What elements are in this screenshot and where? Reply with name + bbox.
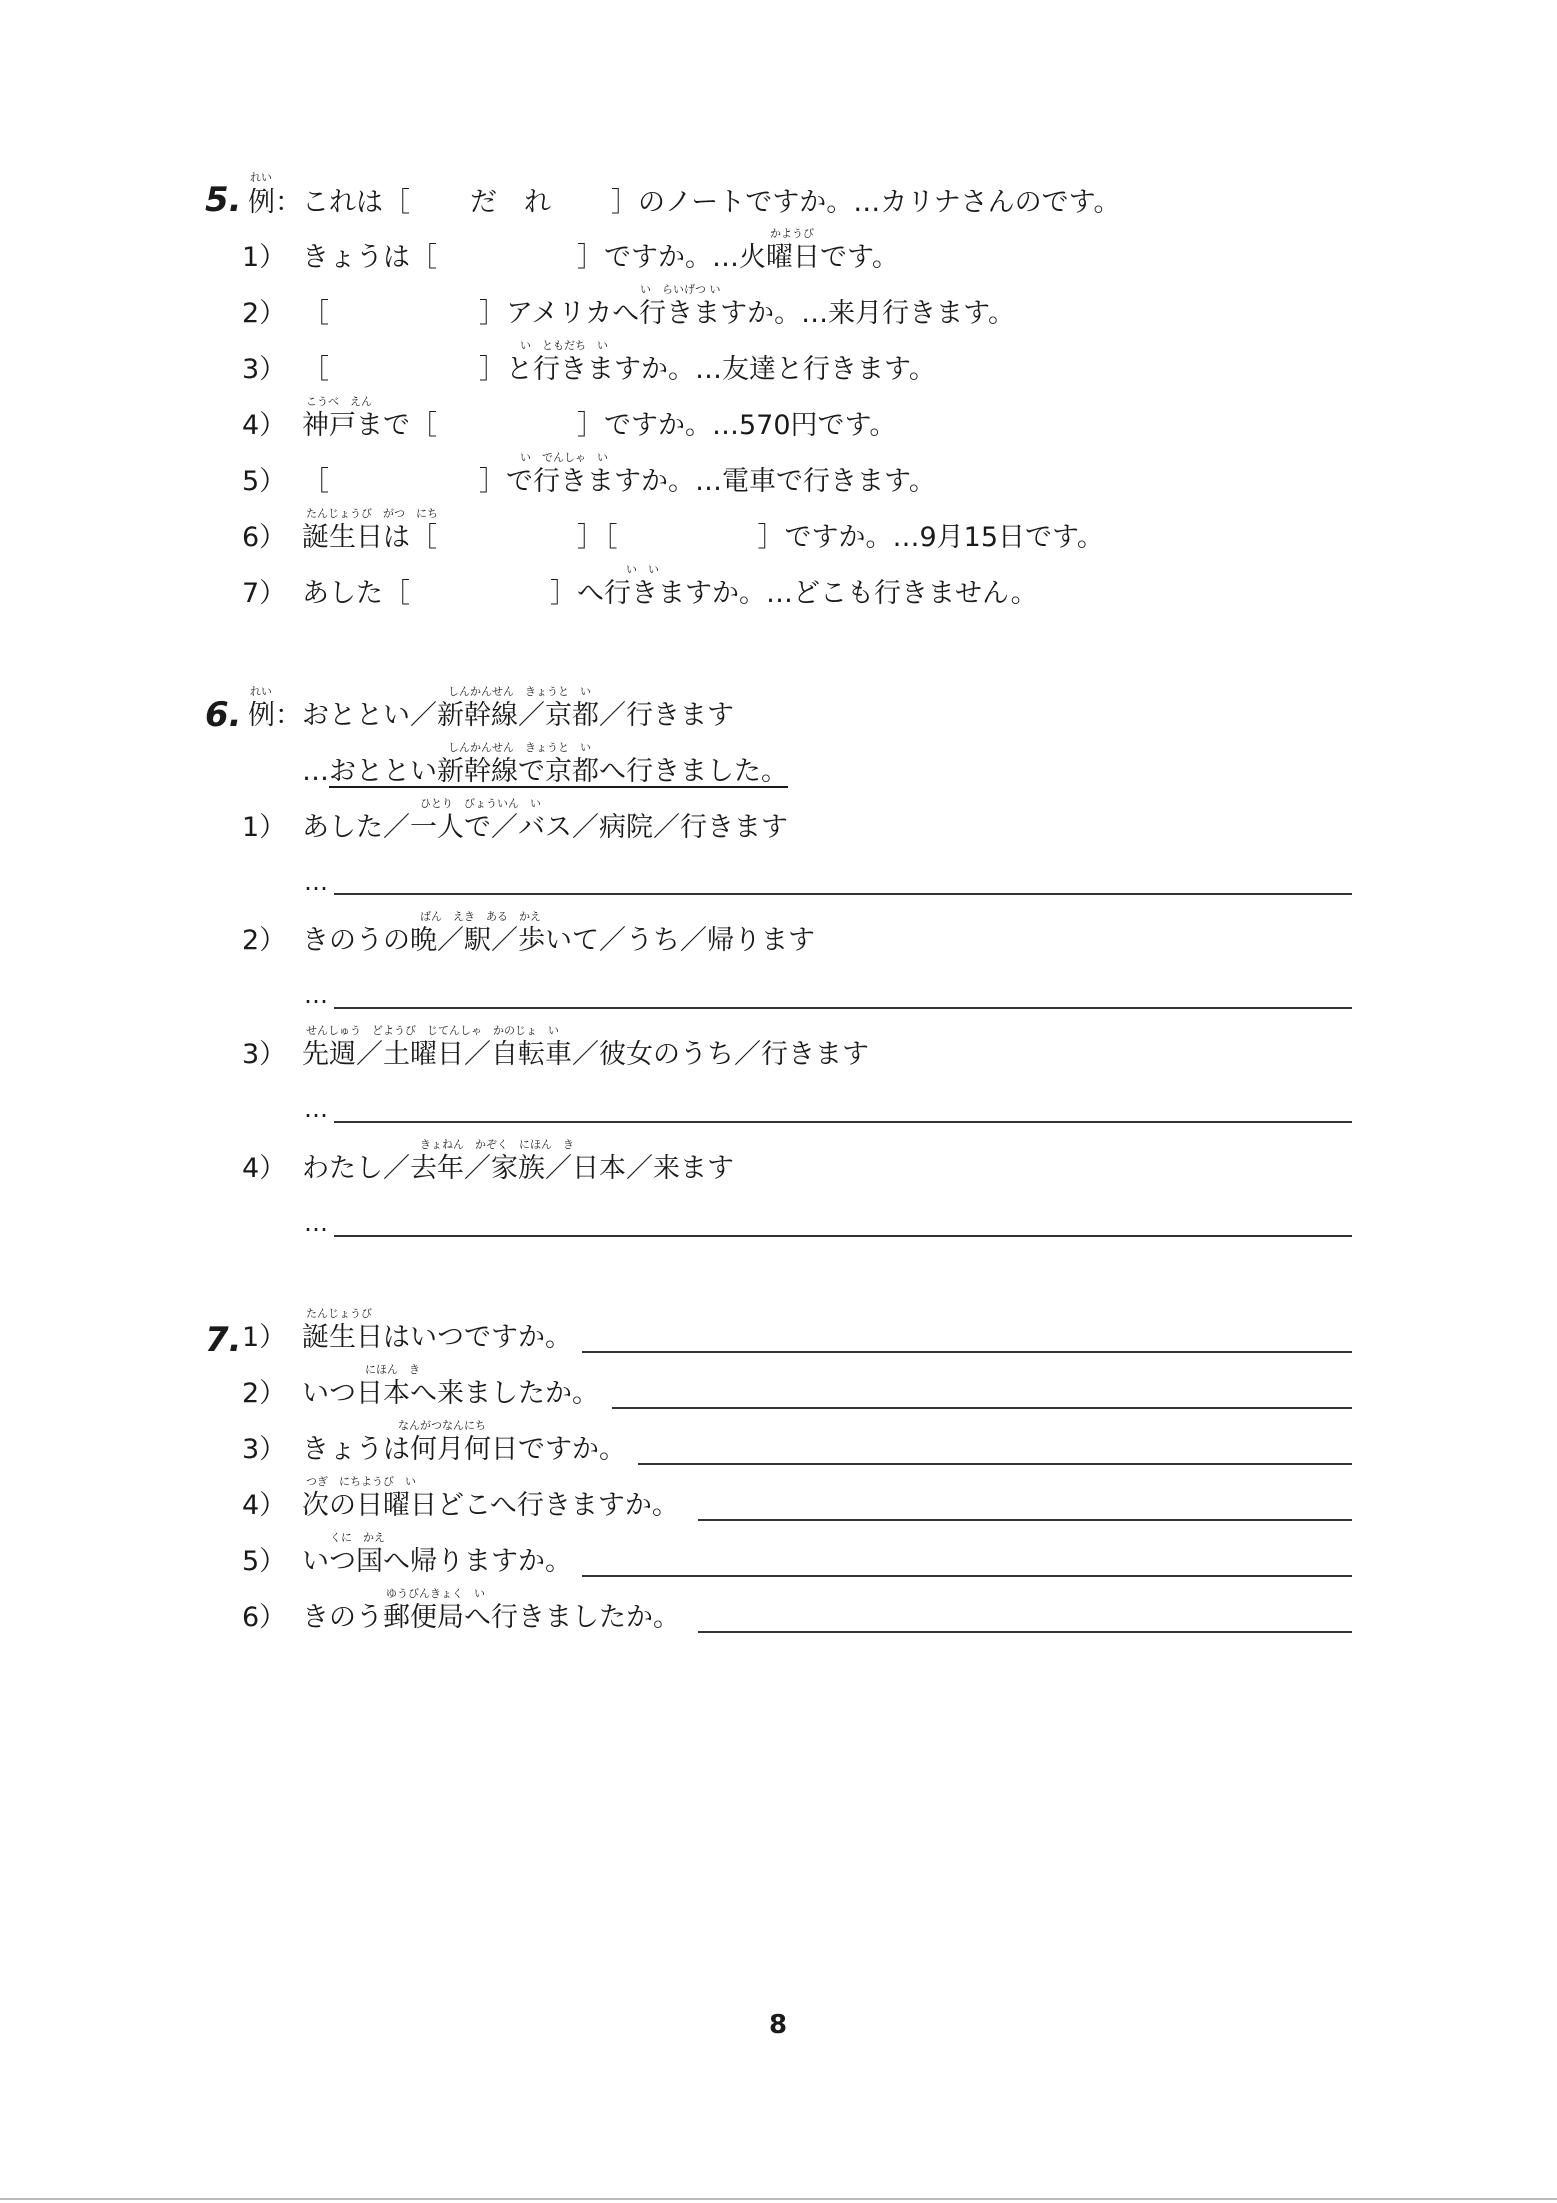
section-7-item-2 [242,1374,599,1414]
item-furigana: つぎ にちようび い [306,1475,416,1488]
item-text: ］と行きますか。…友達と行きます。 [479,354,936,385]
item-number: 1） [242,812,287,843]
item-question: 次の日曜日どこへ行きますか。 [302,1490,679,1521]
item-furigana: かようび [770,227,814,240]
item-text: ［ [302,298,329,329]
item-prompt: わたし／去年／家族／日本／来ます [302,1153,734,1184]
item-prompt: あした／一人で／バス／病院／行きます [302,812,788,843]
item-text: ］ですか。…火曜日です。 [577,242,899,273]
page-number: 8 [769,2010,788,2040]
item-furigana: くに かえ [330,1531,385,1544]
item-furigana: ゆうびんきょく い [386,1587,485,1600]
example-text-after: ］のノートですか。…カリナさんのです。 [611,187,1121,218]
section-7-item-6 [242,1598,680,1638]
answer-line[interactable] [638,1463,1352,1465]
item-furigana: こうべ えん [306,395,372,408]
section-5-item-2 [242,294,1015,334]
item-number: 7） [242,578,287,609]
section-7-item-4 [242,1486,679,1526]
answer-line[interactable] [334,1121,1352,1123]
item-text: ］で行きますか。…電車で行きます。 [479,466,936,497]
section-5-item-5 [242,462,936,502]
section-5-item-1 [242,238,899,278]
answer-line[interactable] [612,1407,1352,1409]
section-5-example [248,183,1121,223]
answer-dots: … [304,981,330,1009]
item-question: きのう郵便局へ行きましたか。 [302,1602,680,1633]
example-label: 例 [248,187,275,218]
section-6-item-1 [242,808,788,848]
item-furigana: ばん えき ある かえ [420,910,541,923]
item-number: 6） [242,1602,287,1633]
item-furigana: い らいげつ い [640,283,721,296]
item-furigana: い い [626,563,659,576]
item-prompt: 先週／土曜日／自転車／彼女のうち／行きます [302,1039,869,1070]
item-furigana: たんじょうび [306,1307,372,1320]
example-answer-prefix: … [302,756,329,787]
item-text: ］へ行きますか。…どこも行きません。 [550,578,1038,609]
item-text: ［ [302,466,329,497]
answer-line[interactable] [334,893,1352,895]
item-furigana: たんじょうび がつ にち [306,507,438,520]
item-furigana: ひとり びょういん い [420,797,541,810]
item-number: 4） [242,1153,287,1184]
example-answer-furigana: しんかんせん きょうと い [448,741,591,754]
section-6-example-answer [302,752,788,792]
item-question: いつ日本へ来ましたか。 [302,1378,599,1409]
item-furigana: にほん き [365,1363,420,1376]
section-5-item-6 [242,518,1104,558]
section-7-item-3 [242,1430,626,1470]
answer-dots: … [304,1209,330,1237]
answer-line[interactable] [698,1519,1352,1521]
example-prompt-furigana: しんかんせん きょうと い [448,685,591,698]
item-number: 2） [242,925,287,956]
answer-dots: … [304,868,330,896]
item-text: ］ですか。…570円です。 [577,410,897,441]
item-number: 3） [242,354,287,385]
item-number: 1） [242,242,287,273]
item-text: 誕生日は［ [302,522,437,553]
section-6-item-3 [242,1035,869,1075]
section-5-number: 5. [205,180,242,220]
item-number: 5） [242,1546,287,1577]
answer-line[interactable] [698,1631,1352,1633]
section-6-example-prompt [248,696,734,736]
item-furigana: い ともだち い [520,339,608,352]
item-text: きょうは［ [302,242,437,273]
section-5-item-4 [242,406,896,446]
answer-line[interactable] [582,1351,1352,1353]
item-text: ］アメリカへ行きますか。…来月行きます。 [479,298,1015,329]
section-7-number: 7. [205,1320,242,1360]
item-number: 3） [242,1434,287,1465]
answer-dots: … [304,1095,330,1123]
answer-line[interactable] [334,1007,1352,1009]
section-7-item-1 [242,1318,572,1358]
item-number: 1） [242,1322,287,1353]
section-7-item-5 [242,1542,572,1582]
item-number: 6） [242,522,287,553]
item-number: 2） [242,298,287,329]
section-6-item-4 [242,1149,734,1189]
item-number: 4） [242,410,287,441]
item-number: 2） [242,1378,287,1409]
scan-edge-divider [0,2198,1557,2200]
section-6-item-2 [242,921,815,961]
item-question: いつ国へ帰りますか。 [302,1546,572,1577]
answer-line[interactable] [582,1575,1352,1577]
example-blank-answer: だ れ [470,187,551,218]
item-furigana: きょねん かぞく にほん き [420,1138,574,1151]
section-5-item-7 [242,574,1038,614]
example-furigana: れい [250,171,272,184]
example-answer: おととい新幹線で京都へ行きました。 [329,756,788,787]
item-number: 3） [242,1039,287,1070]
answer-line[interactable] [334,1235,1352,1237]
item-text: ］ですか。…9月15日です。 [757,522,1104,553]
item-text: 神戸まで［ [302,410,437,441]
item-furigana: なんがつなんにち [398,1419,486,1432]
example-label: 例 [248,700,275,731]
item-question: 誕生日はいつですか。 [302,1322,572,1353]
item-number: 5） [242,466,287,497]
example-furigana: れい [250,685,272,698]
example-prompt: ：おととい／新幹線／京都／行きます [275,700,734,731]
section-5-item-3 [242,350,936,390]
item-number: 4） [242,1490,287,1521]
item-question: きょうは何月何日ですか。 [302,1434,626,1465]
item-text: あした［ [302,578,410,609]
item-furigana: せんしゅう どようび じてんしゃ かのじょ い [306,1024,559,1037]
section-6-number: 6. [205,695,242,735]
item-furigana: い でんしゃ い [520,451,608,464]
item-text: ］［ [577,522,618,553]
example-text-before: ：これは［ [275,187,410,218]
item-prompt: きのうの晩／駅／歩いて／うち／帰ります [302,925,815,956]
item-text: ［ [302,354,329,385]
